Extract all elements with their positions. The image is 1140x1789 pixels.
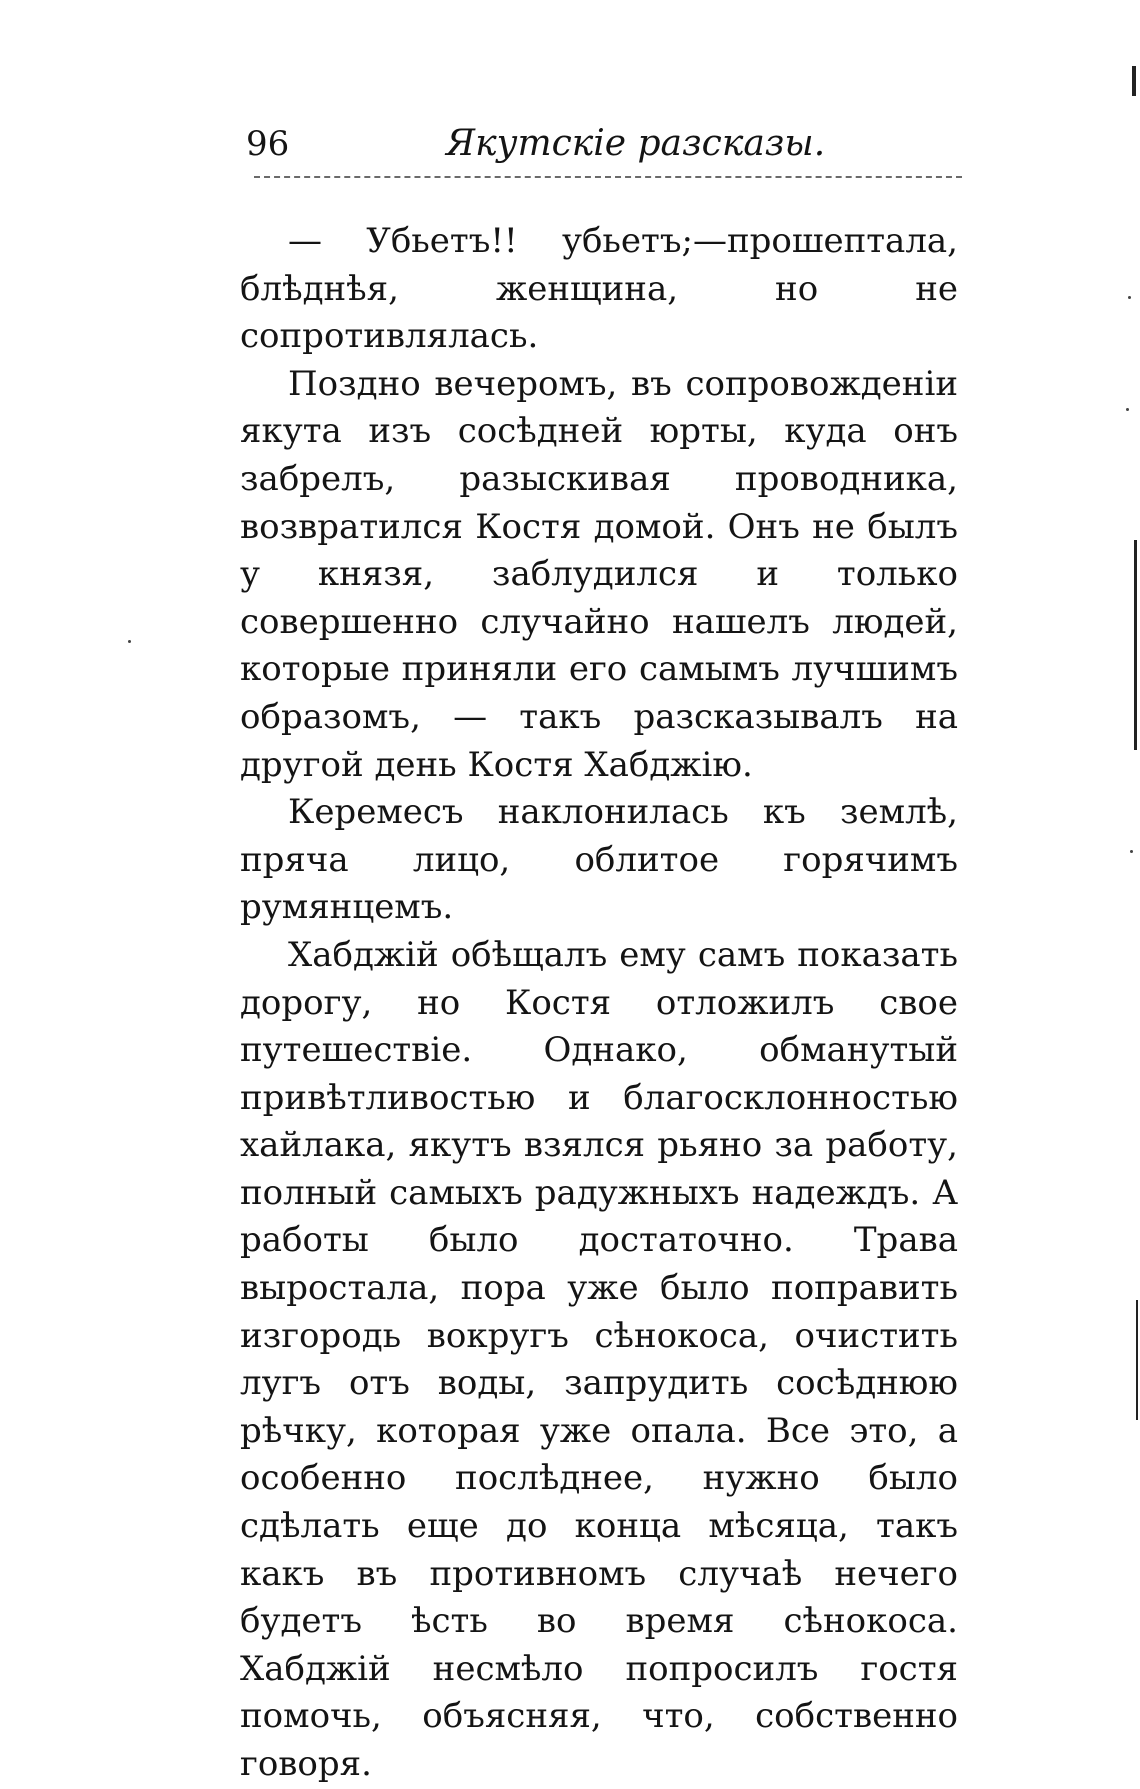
scan-edge-mark: [1134, 540, 1137, 750]
header-rule: [254, 176, 962, 178]
page-number: 96: [246, 124, 290, 164]
page-header: [246, 118, 966, 170]
scan-edge-mark: [1132, 66, 1136, 96]
scan-edge-mark: [1136, 1300, 1138, 1420]
paragraph-4: Хабджій обѣщалъ ему самъ показать дорогу, но Костя отложилъ свое путешествіе. Однако, обманутый привѣтливостью и благосклонностью хайлака, якутъ взялся рьяно за работу, полный самыхъ радужныхъ надеждъ. А работы было достаточно. Трава выростала, пора уже было поправить изгородь вокругъ сѣнокоса, очистить лугъ отъ воды, запрудить сосѣднюю рѣчку, которая уже опала. Все это, а особенно послѣднее, нужно было сдѣлать еще до конца мѣсяца, такъ какъ въ противномъ случаѣ нечего будетъ ѣсть во время сѣнокоса. Хабджій несмѣло попросилъ гостя помочь, объясняя, что, собственно говоря.: [240, 934, 958, 1784]
scan-speck: [1130, 850, 1133, 853]
body-text: [240, 218, 958, 1789]
paragraph-2: Поздно вечеромъ, въ сопровожденіи якута изъ сосѣдней юрты, куда онъ забрелъ, разыскивая проводника, возвратился Костя домой. Онъ не былъ у князя, заблудился и только совершенно случайно нашелъ людей, которые приняли его самымъ лучшимъ образомъ, — такъ разсказывалъ на другой день Костя Хабджію.: [240, 363, 958, 785]
scan-speck: [128, 640, 131, 643]
paragraph-1: — Убьетъ!! убьетъ;—прошептала, блѣднѣя, женщина, но не сопротивлялась.: [240, 221, 958, 357]
scan-speck: [1126, 408, 1129, 411]
scan-speck: [1128, 296, 1131, 299]
running-title: Якутскіе разсказы.: [446, 123, 826, 164]
paragraph-3: Керемесъ наклонилась къ землѣ, пряча лицо, облитое горячимъ румянцемъ.: [240, 792, 958, 928]
